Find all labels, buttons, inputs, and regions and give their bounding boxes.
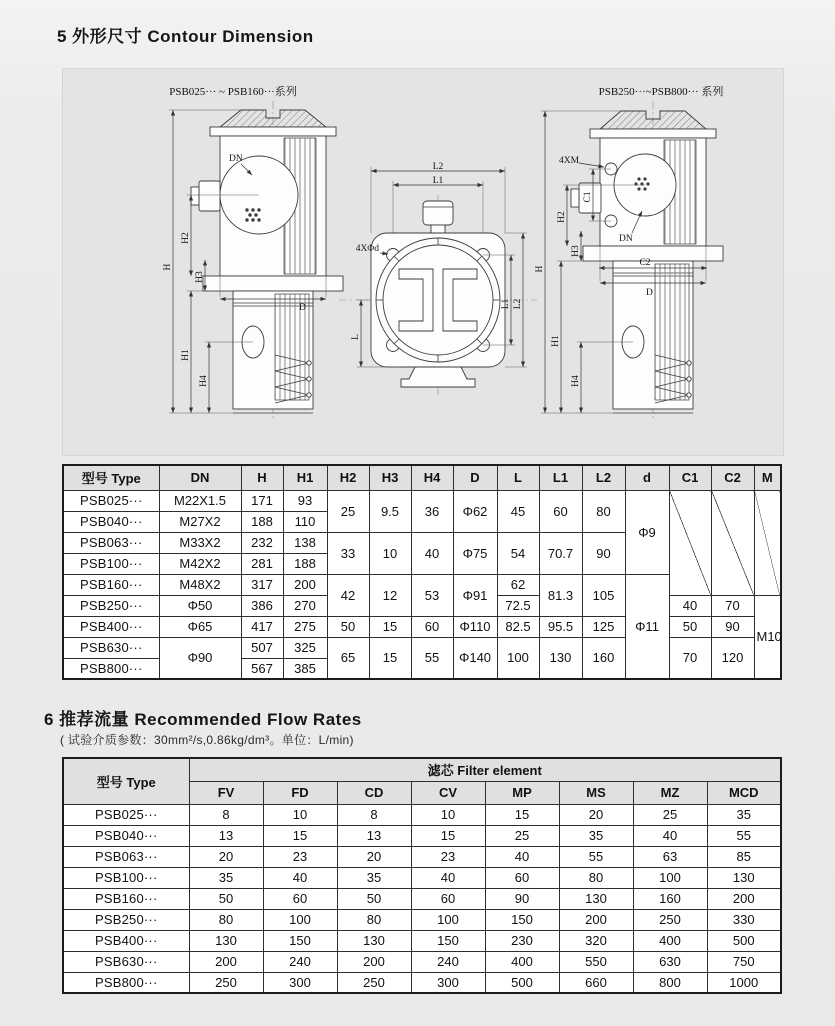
table-cell: 250 (337, 972, 411, 993)
dimension-table-header-row (63, 465, 781, 490)
top-view-drawing (339, 162, 537, 397)
table-cell: 82.5 (497, 616, 539, 637)
table-cell: 42 (327, 574, 369, 616)
table-cell: 240 (411, 951, 485, 972)
column-header: H4 (411, 465, 453, 490)
table-cell: 160 (582, 637, 625, 679)
empty-slash-cell (754, 490, 781, 595)
table-cell: 50 (327, 616, 369, 637)
table-cell: 50 (337, 888, 411, 909)
type-cell: PSB063··· (63, 532, 159, 553)
table-cell: 386 (241, 595, 283, 616)
table-cell: 50 (189, 888, 263, 909)
column-header: MS (559, 781, 633, 804)
table-cell: 70 (669, 637, 711, 679)
table-cell: 110 (283, 511, 327, 532)
table-cell: 60 (485, 867, 559, 888)
flow-rate-table (62, 757, 782, 994)
dim-label-h1: H1 (181, 349, 191, 361)
table-cell: 12 (369, 574, 411, 616)
column-header: d (625, 465, 669, 490)
table-cell: 130 (337, 930, 411, 951)
table-row (63, 972, 781, 993)
dim-label-h2-right: H2 (557, 211, 567, 223)
table-cell: 15 (411, 825, 485, 846)
table-cell: 385 (283, 658, 327, 679)
right-filter-drawing (535, 101, 723, 421)
type-cell: PSB040··· (63, 511, 159, 532)
table-cell: 70.7 (539, 532, 582, 574)
table-cell: 200 (337, 951, 411, 972)
table-cell: 10 (411, 804, 485, 825)
table-cell: 100 (411, 909, 485, 930)
left-filter-drawing (163, 101, 343, 421)
table-cell: 80 (189, 909, 263, 930)
table-cell: 60 (263, 888, 337, 909)
dim-label-h1-right: H1 (551, 335, 561, 347)
table-cell: 85 (707, 846, 781, 867)
table-cell: 230 (485, 930, 559, 951)
table-cell: 100 (497, 637, 539, 679)
table-cell: 550 (559, 951, 633, 972)
table-row (63, 888, 781, 909)
table-cell: Φ11 (625, 574, 669, 679)
column-header: L2 (582, 465, 625, 490)
table-cell: 200 (707, 888, 781, 909)
dim-label-l: L (351, 334, 361, 340)
table-cell: 72.5 (497, 595, 539, 616)
table-cell: 35 (707, 804, 781, 825)
column-header: MZ (633, 781, 707, 804)
table-cell: 23 (263, 846, 337, 867)
section5-title: 5 外形尺寸 Contour Dimension (57, 27, 314, 46)
table-cell: 150 (485, 909, 559, 930)
type-cell: PSB800··· (63, 972, 189, 993)
table-cell: 8 (337, 804, 411, 825)
dim-label-h4: H4 (199, 375, 209, 387)
column-header: D (453, 465, 497, 490)
column-header: C1 (669, 465, 711, 490)
type-cell: PSB250··· (63, 909, 189, 930)
dim-label-dn: DN (229, 154, 243, 164)
table-cell: 507 (241, 637, 283, 658)
table-cell: 15 (369, 616, 411, 637)
table-cell: 100 (633, 867, 707, 888)
table-cell: 63 (633, 846, 707, 867)
table-cell: 200 (189, 951, 263, 972)
contour-drawing (63, 69, 783, 455)
type-cell: PSB630··· (63, 951, 189, 972)
table-cell: 188 (283, 553, 327, 574)
column-header: FV (189, 781, 263, 804)
type-cell: PSB400··· (63, 616, 159, 637)
table-cell: 80 (582, 490, 625, 532)
table-cell: 40 (633, 825, 707, 846)
column-header: MCD (707, 781, 781, 804)
table-cell: 25 (485, 825, 559, 846)
table-cell: 55 (411, 637, 453, 679)
table-cell: 90 (485, 888, 559, 909)
table-cell: 20 (559, 804, 633, 825)
table-row (63, 616, 781, 637)
table-cell: 35 (189, 867, 263, 888)
table-cell: Φ65 (159, 616, 241, 637)
column-header: M (754, 465, 781, 490)
table-cell: 660 (559, 972, 633, 993)
dim-label-d-right: D (646, 288, 653, 298)
dim-label-d: D (299, 303, 306, 313)
type-cell: PSB250··· (63, 595, 159, 616)
table-cell: 40 (485, 846, 559, 867)
column-header: MP (485, 781, 559, 804)
table-cell: 53 (411, 574, 453, 616)
table-cell: M33X2 (159, 532, 241, 553)
dimension-table (62, 464, 782, 680)
table-cell: M42X2 (159, 553, 241, 574)
flow-type-header: 型号 Type (63, 758, 189, 804)
column-header: FD (263, 781, 337, 804)
table-cell: 330 (707, 909, 781, 930)
table-cell: 15 (369, 637, 411, 679)
dim-label-l1-side: L1 (501, 298, 511, 310)
table-cell: 65 (327, 637, 369, 679)
dim-label-l2-top: L2 (432, 162, 444, 172)
table-cell: 232 (241, 532, 283, 553)
dim-label-4xd: 4XΦd (355, 244, 379, 254)
table-cell: 55 (707, 825, 781, 846)
type-cell: PSB100··· (63, 867, 189, 888)
dim-label-c2: C2 (639, 258, 651, 268)
table-cell: 130 (559, 888, 633, 909)
flow-group-header: 滤芯 Filter element (189, 758, 781, 781)
type-cell: PSB400··· (63, 930, 189, 951)
section6-subtitle: ( 试验介质参数：30mm²/s,0.86kg/dm³。单位：L/min) (60, 733, 354, 747)
table-cell: 130 (539, 637, 582, 679)
column-header: CD (337, 781, 411, 804)
table-cell: 300 (411, 972, 485, 993)
column-header: 型号 Type (63, 465, 159, 490)
table-cell: 25 (633, 804, 707, 825)
table-cell: 81.3 (539, 574, 582, 616)
table-cell: 630 (633, 951, 707, 972)
table-cell: 400 (485, 951, 559, 972)
column-header: H1 (283, 465, 327, 490)
table-cell: 300 (263, 972, 337, 993)
table-cell: 10 (263, 804, 337, 825)
table-cell: 23 (411, 846, 485, 867)
table-cell: 15 (485, 804, 559, 825)
table-cell: 35 (559, 825, 633, 846)
table-cell: 567 (241, 658, 283, 679)
table-cell: 95.5 (539, 616, 582, 637)
type-cell: PSB630··· (63, 637, 159, 658)
table-cell: M10 (754, 595, 781, 679)
table-cell: 100 (263, 909, 337, 930)
table-row (63, 867, 781, 888)
table-cell: 54 (497, 532, 539, 574)
table-cell: 40 (263, 867, 337, 888)
table-cell: 1000 (707, 972, 781, 993)
table-cell: 317 (241, 574, 283, 595)
table-cell: 62 (497, 574, 539, 595)
left-series-label: PSB025··· ~ PSB160···系列 (169, 86, 297, 98)
table-cell: 90 (711, 616, 754, 637)
table-cell: 417 (241, 616, 283, 637)
table-cell: 275 (283, 616, 327, 637)
table-cell: 750 (707, 951, 781, 972)
table-cell: 8 (189, 804, 263, 825)
type-cell: PSB100··· (63, 553, 159, 574)
dim-label-h: H (163, 263, 173, 271)
table-cell: 200 (283, 574, 327, 595)
table-cell: 200 (559, 909, 633, 930)
type-cell: PSB040··· (63, 825, 189, 846)
table-cell: 55 (559, 846, 633, 867)
table-cell: 60 (411, 888, 485, 909)
table-cell: Φ50 (159, 595, 241, 616)
table-cell: 171 (241, 490, 283, 511)
table-cell: Φ75 (453, 532, 497, 574)
type-cell: PSB160··· (63, 574, 159, 595)
table-cell: 33 (327, 532, 369, 574)
column-header: DN (159, 465, 241, 490)
table-cell: M22X1.5 (159, 490, 241, 511)
table-cell: 150 (263, 930, 337, 951)
table-cell: 40 (411, 867, 485, 888)
table-cell: 25 (327, 490, 369, 532)
table-row (63, 909, 781, 930)
dim-label-l1-top: L1 (432, 176, 444, 186)
table-cell: 60 (539, 490, 582, 532)
table-cell: 80 (337, 909, 411, 930)
section6-title: 6 推荐流量 Recommended Flow Rates (44, 710, 362, 729)
dim-label-c1: C1 (583, 191, 593, 203)
table-cell: 250 (189, 972, 263, 993)
column-header: H2 (327, 465, 369, 490)
column-header: L (497, 465, 539, 490)
table-cell: 320 (559, 930, 633, 951)
table-cell: 36 (411, 490, 453, 532)
empty-slash-cell (669, 490, 711, 595)
table-row (63, 951, 781, 972)
dim-label-4xm: 4XM (559, 156, 580, 166)
dim-label-l2-side: L2 (513, 298, 523, 310)
table-cell: 90 (582, 532, 625, 574)
table-cell: M48X2 (159, 574, 241, 595)
table-cell: 93 (283, 490, 327, 511)
table-cell: 50 (669, 616, 711, 637)
type-cell: PSB063··· (63, 846, 189, 867)
table-cell: 15 (263, 825, 337, 846)
column-header: CV (411, 781, 485, 804)
table-cell: Φ91 (453, 574, 497, 616)
table-row (63, 846, 781, 867)
table-cell: 20 (189, 846, 263, 867)
table-cell: 270 (283, 595, 327, 616)
dim-label-h3-right: H3 (571, 245, 581, 257)
table-cell: 250 (633, 909, 707, 930)
table-cell: 40 (669, 595, 711, 616)
table-cell: 160 (633, 888, 707, 909)
table-cell: 40 (411, 532, 453, 574)
table-cell: 45 (497, 490, 539, 532)
type-cell: PSB025··· (63, 804, 189, 825)
table-cell: Φ9 (625, 490, 669, 574)
dim-label-h-right: H (535, 265, 545, 273)
empty-slash-cell (711, 490, 754, 595)
type-cell: PSB800··· (63, 658, 159, 679)
table-cell: 70 (711, 595, 754, 616)
table-row (63, 825, 781, 846)
type-cell: PSB025··· (63, 490, 159, 511)
right-series-label: PSB250···~PSB800··· 系列 (598, 86, 724, 98)
flow-table-group-header-row (63, 758, 781, 781)
table-cell: 120 (711, 637, 754, 679)
dim-label-h4-right: H4 (571, 375, 581, 387)
dim-label-h3: H3 (195, 271, 205, 283)
column-header: L1 (539, 465, 582, 490)
table-cell: 35 (337, 867, 411, 888)
table-cell: 130 (189, 930, 263, 951)
dim-label-dn-right: DN (619, 234, 633, 244)
column-header: H3 (369, 465, 411, 490)
dim-label-h2: H2 (181, 232, 191, 244)
table-row (63, 930, 781, 951)
table-cell: 800 (633, 972, 707, 993)
column-header: H (241, 465, 283, 490)
contour-dimension-panel (62, 68, 784, 456)
type-cell: PSB160··· (63, 888, 189, 909)
table-cell: Φ110 (453, 616, 497, 637)
table-cell: 150 (411, 930, 485, 951)
table-cell: 105 (582, 574, 625, 616)
table-cell: 125 (582, 616, 625, 637)
table-cell: 13 (189, 825, 263, 846)
table-cell: 10 (369, 532, 411, 574)
table-row (63, 804, 781, 825)
table-cell: Φ90 (159, 637, 241, 679)
table-cell: 281 (241, 553, 283, 574)
table-cell: 500 (707, 930, 781, 951)
table-cell: 60 (411, 616, 453, 637)
column-header: C2 (711, 465, 754, 490)
table-row (63, 490, 781, 511)
table-cell: 500 (485, 972, 559, 993)
table-cell: 240 (263, 951, 337, 972)
table-cell: 188 (241, 511, 283, 532)
table-cell: 9.5 (369, 490, 411, 532)
table-cell: 20 (337, 846, 411, 867)
table-cell: 130 (707, 867, 781, 888)
table-cell: 400 (633, 930, 707, 951)
table-cell: Φ140 (453, 637, 497, 679)
table-cell: Φ62 (453, 490, 497, 532)
table-cell: M27X2 (159, 511, 241, 532)
table-cell: 138 (283, 532, 327, 553)
table-cell: 13 (337, 825, 411, 846)
table-row (63, 637, 781, 658)
table-cell: 325 (283, 637, 327, 658)
table-cell: 80 (559, 867, 633, 888)
